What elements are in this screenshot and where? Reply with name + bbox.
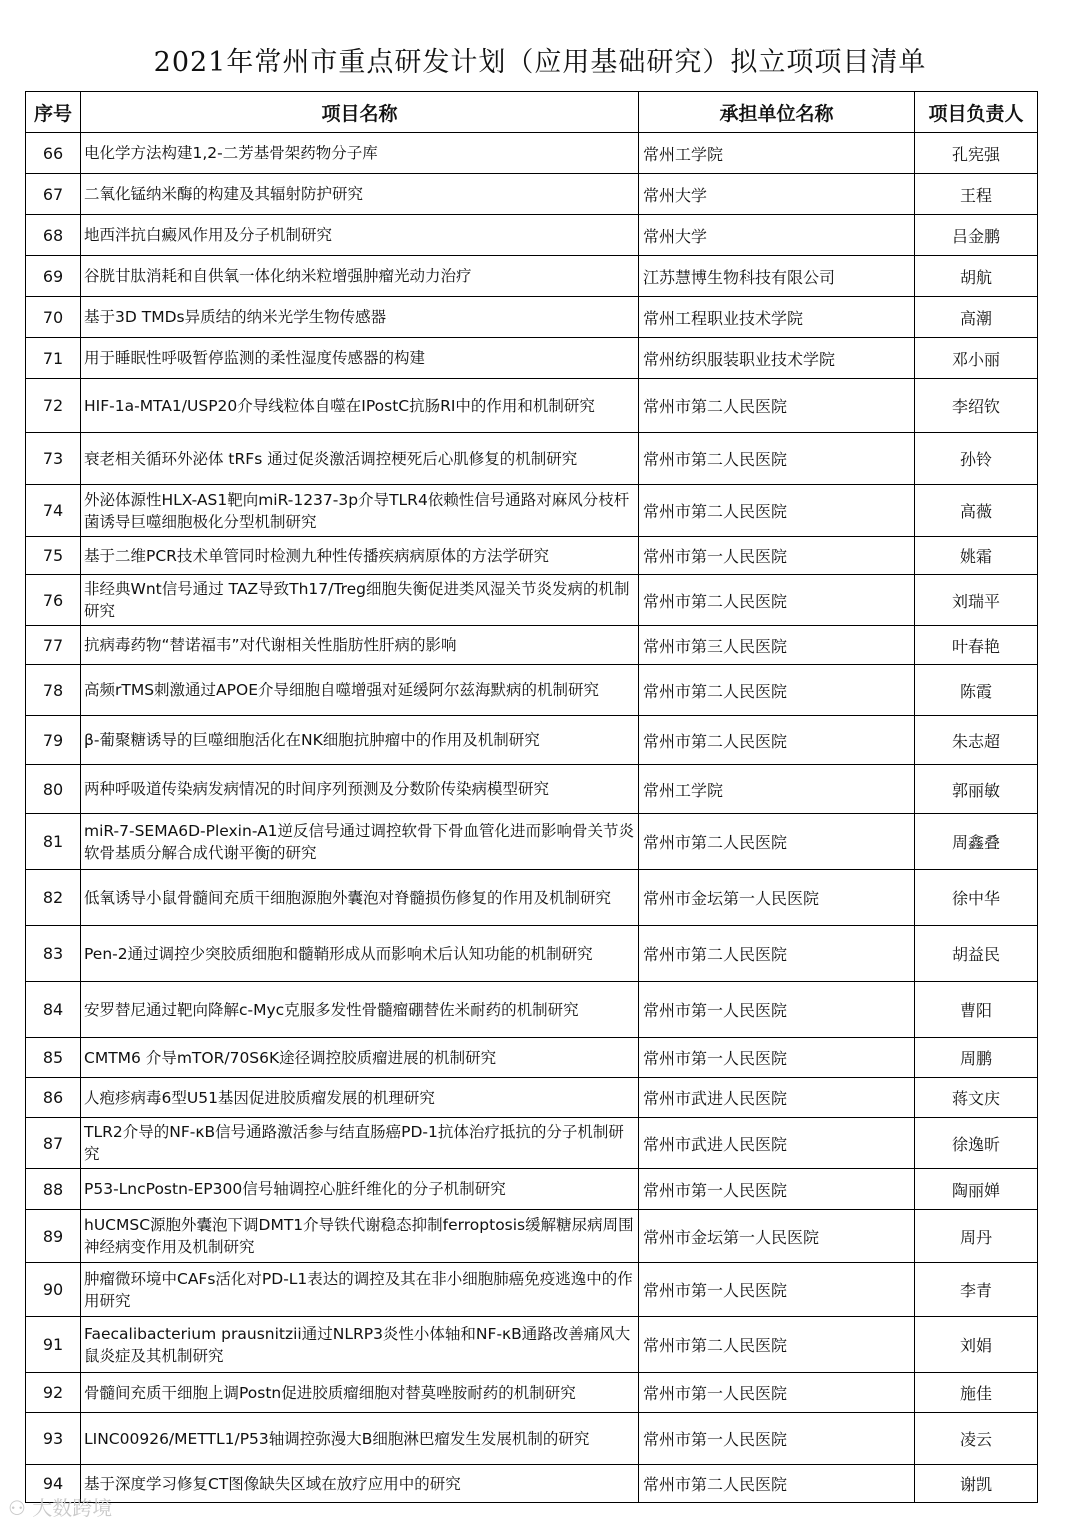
serial-cell: 89 [26,1210,81,1263]
unit-name-cell: 常州市第二人民医院 [639,814,915,870]
unit-name-cell: 常州市第二人民医院 [639,575,915,626]
project-table [25,91,1038,1503]
page-title: 2021年常州市重点研发计划（应用基础研究）拟立项项目清单 [153,47,927,78]
serial-cell: 71 [26,338,81,379]
unit-name-cell: 常州市第二人民医院 [639,1317,915,1373]
project-name-cell: miR-7-SEMA6D-Plexin-A1逆反信号通过调控软骨下骨血管化进而影响骨关节炎软骨基质分解合成代谢平衡的研究 [81,814,639,870]
project-name-cell: 基于深度学习修复CT图像缺失区域在放疗应用中的研究 [81,1465,639,1503]
project-name-cell: 基于二维PCR技术单管同时检测九种性传播疾病病原体的方法学研究 [81,537,639,575]
serial-cell: 79 [26,716,81,765]
unit-name-cell: 常州市第一人民医院 [639,1373,915,1413]
table-row [26,215,1038,256]
serial-cell: 82 [26,870,81,926]
watermark-logo: ⚇ 大数跨境 [8,1496,113,1520]
header-unit-name: 承担单位名称 [639,92,915,133]
serial-cell: 93 [26,1413,81,1465]
table-row [26,1118,1038,1169]
leader-cell: 吕金鹏 [915,215,1038,256]
unit-name-cell: 常州市第一人民医院 [639,1413,915,1465]
unit-name-cell: 常州市第一人民医院 [639,982,915,1038]
unit-name-cell: 常州工学院 [639,133,915,174]
leader-cell: 朱志超 [915,716,1038,765]
watermark-text: 大数跨境 [32,1496,113,1520]
leader-cell: 周丹 [915,1210,1038,1263]
leader-cell: 徐中华 [915,870,1038,926]
project-name-cell: Pen-2通过调控少突胶质细胞和髓鞘形成从而影响术后认知功能的机制研究 [81,926,639,982]
table-row [26,765,1038,814]
table-header-row [26,92,1038,133]
project-name-cell: HIF-1a-MTA1/USP20介导线粒体自噬在IPostC抗肠RI中的作用和机制研究 [81,379,639,433]
leader-cell: 陈霞 [915,665,1038,716]
table-row [26,379,1038,433]
project-name-cell: 二氧化锰纳米酶的构建及其辐射防护研究 [81,174,639,215]
leader-cell: 孔宪强 [915,133,1038,174]
serial-cell: 73 [26,433,81,485]
serial-cell: 68 [26,215,81,256]
unit-name-cell: 常州市第一人民医院 [639,1263,915,1317]
leader-cell: 刘瑞平 [915,575,1038,626]
leader-cell: 蒋文庆 [915,1078,1038,1118]
project-name-cell: 安罗替尼通过靶向降解c-Myc克服多发性骨髓瘤硼替佐米耐药的机制研究 [81,982,639,1038]
project-name-cell: CMTM6 介导mTOR/70S6K途径调控胶质瘤进展的机制研究 [81,1038,639,1078]
table-row [26,1317,1038,1373]
project-name-cell: β-葡聚糖诱导的巨噬细胞活化在NK细胞抗肿瘤中的作用及机制研究 [81,716,639,765]
serial-cell: 72 [26,379,81,433]
project-name-cell: TLR2介导的NF-κB信号通路激活参与结直肠癌PD-1抗体治疗抵抗的分子机制研究 [81,1118,639,1169]
table-row [26,174,1038,215]
table-row [26,716,1038,765]
leader-cell: 李青 [915,1263,1038,1317]
table-row [26,133,1038,174]
project-name-cell: 谷胱甘肽消耗和自供氧一体化纳米粒增强肿瘤光动力治疗 [81,256,639,297]
table-row [26,1169,1038,1210]
serial-cell: 88 [26,1169,81,1210]
leader-cell: 周鑫叠 [915,814,1038,870]
leader-cell: 周鹏 [915,1038,1038,1078]
serial-cell: 69 [26,256,81,297]
unit-name-cell: 常州市武进人民医院 [639,1078,915,1118]
serial-cell: 90 [26,1263,81,1317]
table-row [26,626,1038,665]
unit-name-cell: 江苏慧博生物科技有限公司 [639,256,915,297]
header-serial: 序号 [26,92,81,133]
serial-cell: 86 [26,1078,81,1118]
project-name-cell: 抗病毒药物“替诺福韦”对代谢相关性脂肪性肝病的影响 [81,626,639,665]
unit-name-cell: 常州市第二人民医院 [639,1465,915,1503]
header-leader: 项目负责人 [915,92,1038,133]
project-name-cell: P53-LncPostn-EP300信号轴调控心脏纤维化的分子机制研究 [81,1169,639,1210]
serial-cell: 75 [26,537,81,575]
project-name-cell: 电化学方法构建1,2-二芳基骨架药物分子库 [81,133,639,174]
unit-name-cell: 常州工程职业技术学院 [639,297,915,338]
leader-cell: 刘娟 [915,1317,1038,1373]
serial-cell: 83 [26,926,81,982]
unit-name-cell: 常州市第二人民医院 [639,433,915,485]
table-row [26,665,1038,716]
project-name-cell: 两种呼吸道传染病发病情况的时间序列预测及分数阶传染病模型研究 [81,765,639,814]
header-project-name: 项目名称 [81,92,639,133]
table-row [26,1413,1038,1465]
project-name-cell: 人疱疹病毒6型U51基因促进胶质瘤发展的机理研究 [81,1078,639,1118]
leader-cell: 曹阳 [915,982,1038,1038]
leader-cell: 孙铃 [915,433,1038,485]
table-row [26,1078,1038,1118]
table-row [26,433,1038,485]
project-name-cell: hUCMSC源胞外囊泡下调DMT1介导铁代谢稳态抑制ferroptosis缓解糖尿病周围神经病变作用及机制研究 [81,1210,639,1263]
leader-cell: 高薇 [915,485,1038,537]
table-row [26,982,1038,1038]
leader-cell: 郭丽敏 [915,765,1038,814]
project-name-cell: 衰老相关循环外泌体 tRFs 通过促炎激活调控梗死后心肌修复的机制研究 [81,433,639,485]
project-name-cell: 肿瘤微环境中CAFs活化对PD-L1表达的调控及其在非小细胞肺癌免疫逃逸中的作用研究 [81,1263,639,1317]
leader-cell: 谢凯 [915,1465,1038,1503]
serial-cell: 80 [26,765,81,814]
leader-cell: 凌云 [915,1413,1038,1465]
leader-cell: 姚霜 [915,537,1038,575]
project-name-cell: Faecalibacterium prausnitzii通过NLRP3炎性小体轴和NF-κB通路改善痛风大鼠炎症及其机制研究 [81,1317,639,1373]
serial-cell: 67 [26,174,81,215]
table-row [26,575,1038,626]
serial-cell: 81 [26,814,81,870]
table-row [26,1038,1038,1078]
leader-cell: 李绍钦 [915,379,1038,433]
unit-name-cell: 常州市第二人民医院 [639,485,915,537]
table-row [26,485,1038,537]
unit-name-cell: 常州大学 [639,215,915,256]
unit-name-cell: 常州市第二人民医院 [639,665,915,716]
project-name-cell: 骨髓间充质干细胞上调Postn促进胶质瘤细胞对替莫唑胺耐药的机制研究 [81,1373,639,1413]
serial-cell: 78 [26,665,81,716]
serial-cell: 70 [26,297,81,338]
unit-name-cell: 常州工学院 [639,765,915,814]
leader-cell: 胡航 [915,256,1038,297]
unit-name-cell: 常州市第一人民医院 [639,1038,915,1078]
project-name-cell: 低氧诱导小鼠骨髓间充质干细胞源胞外囊泡对脊髓损伤修复的作用及机制研究 [81,870,639,926]
leader-cell: 陶丽婵 [915,1169,1038,1210]
project-name-cell: 非经典Wnt信号通过 TAZ导致Th17/Treg细胞失衡促进类风湿关节炎发病的机制研究 [81,575,639,626]
leader-cell: 叶春艳 [915,626,1038,665]
unit-name-cell: 常州市第一人民医院 [639,1169,915,1210]
unit-name-cell: 常州市第二人民医院 [639,716,915,765]
project-name-cell: 高频rTMS刺激通过APOE介导细胞自噬增强对延缓阿尔兹海默病的机制研究 [81,665,639,716]
serial-cell: 66 [26,133,81,174]
table-row [26,1373,1038,1413]
unit-name-cell: 常州市金坛第一人民医院 [639,1210,915,1263]
leader-cell: 徐逸昕 [915,1118,1038,1169]
table-row [26,1465,1038,1503]
serial-cell: 92 [26,1373,81,1413]
serial-cell: 91 [26,1317,81,1373]
serial-cell: 84 [26,982,81,1038]
table-row [26,870,1038,926]
serial-cell: 77 [26,626,81,665]
leader-cell: 邓小丽 [915,338,1038,379]
project-name-cell: 外泌体源性HLX-AS1靶向miR-1237-3p介导TLR4依赖性信号通路对麻风分枝杆菌诱导巨噬细胞极化分型机制研究 [81,485,639,537]
unit-name-cell: 常州市第二人民医院 [639,926,915,982]
leader-cell: 施佳 [915,1373,1038,1413]
serial-cell: 94 [26,1465,81,1503]
table-body [26,133,1038,1503]
serial-cell: 76 [26,575,81,626]
table-row [26,256,1038,297]
unit-name-cell: 常州市第二人民医院 [639,379,915,433]
table-row [26,537,1038,575]
serial-cell: 87 [26,1118,81,1169]
project-name-cell: 基于3D TMDs异质结的纳米光学生物传感器 [81,297,639,338]
serial-cell: 85 [26,1038,81,1078]
unit-name-cell: 常州市第三人民医院 [639,626,915,665]
unit-name-cell: 常州纺织服装职业技术学院 [639,338,915,379]
serial-cell: 74 [26,485,81,537]
table-row [26,926,1038,982]
leader-cell: 胡益民 [915,926,1038,982]
project-name-cell: 地西泮抗白癜风作用及分子机制研究 [81,215,639,256]
unit-name-cell: 常州市第一人民医院 [639,537,915,575]
leader-cell: 高潮 [915,297,1038,338]
table-row [26,338,1038,379]
project-name-cell: LINC00926/METTL1/P53轴调控弥漫大B细胞淋巴瘤发生发展机制的研究 [81,1413,639,1465]
unit-name-cell: 常州大学 [639,174,915,215]
project-name-cell: 用于睡眠性呼吸暂停监测的柔性湿度传感器的构建 [81,338,639,379]
unit-name-cell: 常州市武进人民医院 [639,1118,915,1169]
table-row [26,814,1038,870]
table-row [26,1263,1038,1317]
unit-name-cell: 常州市金坛第一人民医院 [639,870,915,926]
leader-cell: 王程 [915,174,1038,215]
table-row [26,297,1038,338]
table-row [26,1210,1038,1263]
